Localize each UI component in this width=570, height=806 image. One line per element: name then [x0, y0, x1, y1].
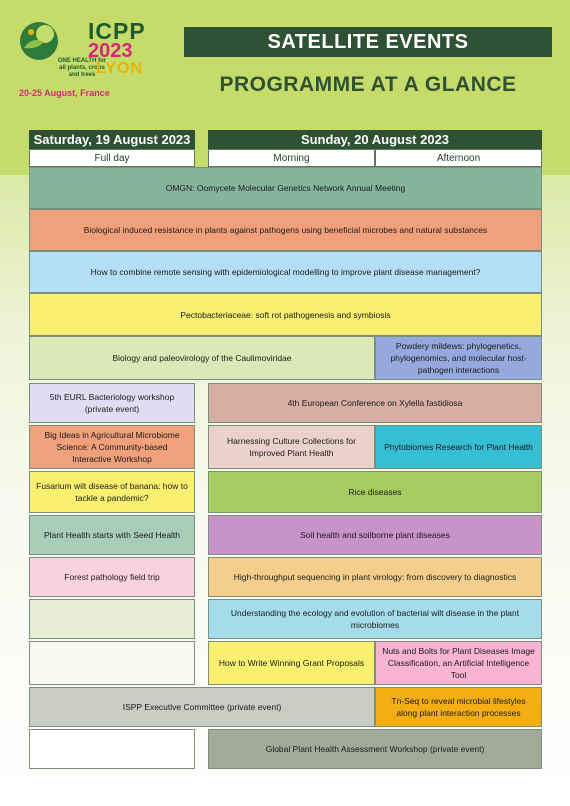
- morning-label: Morning: [208, 149, 375, 167]
- event-big-ideas[interactable]: Big Ideas in Agricultural Microbiome Science: A Community-based Interactive Workshop: [29, 425, 195, 469]
- page-subtitle: PROGRAMME AT A GLANCE: [219, 73, 517, 96]
- empty-slot-1: [29, 599, 195, 639]
- event-ispp-committee[interactable]: ISPP Executive Committee (private event): [29, 687, 375, 727]
- event-seed-health[interactable]: Plant Health starts with Seed Health: [29, 515, 195, 555]
- icpp-logo: [18, 18, 158, 98]
- event-bacterial-wilt[interactable]: Understanding the ecology and evolution of bacterial wilt disease in the plant microbiomes: [208, 599, 542, 639]
- saturday-header: Saturday, 19 August 2023: [29, 130, 195, 149]
- logo-dates: 20-25 August, France: [19, 88, 110, 98]
- logo-year: 2023: [88, 40, 133, 62]
- event-pectobacteriaceae[interactable]: Pectobacteriaceae: soft rot pathogenesis and symbiosis: [29, 293, 542, 336]
- logo-name: ICPP: [88, 18, 146, 44]
- sunday-header: Sunday, 20 August 2023: [208, 130, 542, 149]
- event-fusarium[interactable]: Fusarium wilt disease of banana: how to tackle a pandemic?: [29, 471, 195, 513]
- event-soil-health[interactable]: Soil health and soilborne plant diseases: [208, 515, 542, 555]
- event-omgn[interactable]: OMGN: Oomycete Molecular Genetics Network Annual Meeting: [29, 167, 542, 209]
- event-induced-resistance[interactable]: Biological induced resistance in plants against pathogens using beneficial microbes and natural substances: [29, 209, 542, 251]
- event-global-assessment[interactable]: Global Plant Health Assessment Workshop (private event): [208, 729, 542, 769]
- event-sequencing[interactable]: High-throughput sequencing in plant virology: from discovery to diagnostics: [208, 557, 542, 597]
- event-remote-sensing[interactable]: How to combine remote sensing with epidemiological modelling to improve plant disease management?: [29, 251, 542, 293]
- event-phytobiomes[interactable]: Phytobiomes Research for Plant Health: [375, 425, 542, 469]
- full-day-label: Full day: [29, 149, 195, 167]
- afternoon-label: Afternoon: [375, 149, 542, 167]
- empty-slot-3: [29, 729, 195, 769]
- logo-tagline: ONE HEALTH for all plants, crops and trees: [57, 58, 107, 78]
- event-tnseq[interactable]: Tn-Seq to reveal microbial lifestyles along plant interaction processes: [375, 687, 542, 727]
- event-caulimoviridae[interactable]: Biology and paleovirology of the Caulimoviridae: [29, 336, 375, 380]
- event-nuts-bolts[interactable]: Nuts and Bolts for Plant Diseases Image Classification, an Artificial Intelligence Tool: [375, 641, 542, 685]
- event-powdery-mildews[interactable]: Powdery mildews: phylogenetics, phylogenomics, and molecular host-pathogen interactions: [375, 336, 542, 380]
- globe-leaf-icon: [18, 20, 60, 62]
- event-culture-collections[interactable]: Harnessing Culture Collections for Improved Plant Health: [208, 425, 375, 469]
- event-grant-proposals[interactable]: How to Write Winning Grant Proposals: [208, 641, 375, 685]
- event-forest-trip[interactable]: Forest pathology field trip: [29, 557, 195, 597]
- event-xylella[interactable]: 4th European Conference on Xylella fastidiosa: [208, 383, 542, 423]
- event-rice-diseases[interactable]: Rice diseases: [208, 471, 542, 513]
- empty-slot-2: [29, 641, 195, 685]
- page-title: SATELLITE EVENTS: [184, 27, 552, 57]
- logo-city: LYON: [96, 60, 143, 77]
- event-eurl-workshop[interactable]: 5th EURL Bacteriology workshop (private event): [29, 383, 195, 423]
